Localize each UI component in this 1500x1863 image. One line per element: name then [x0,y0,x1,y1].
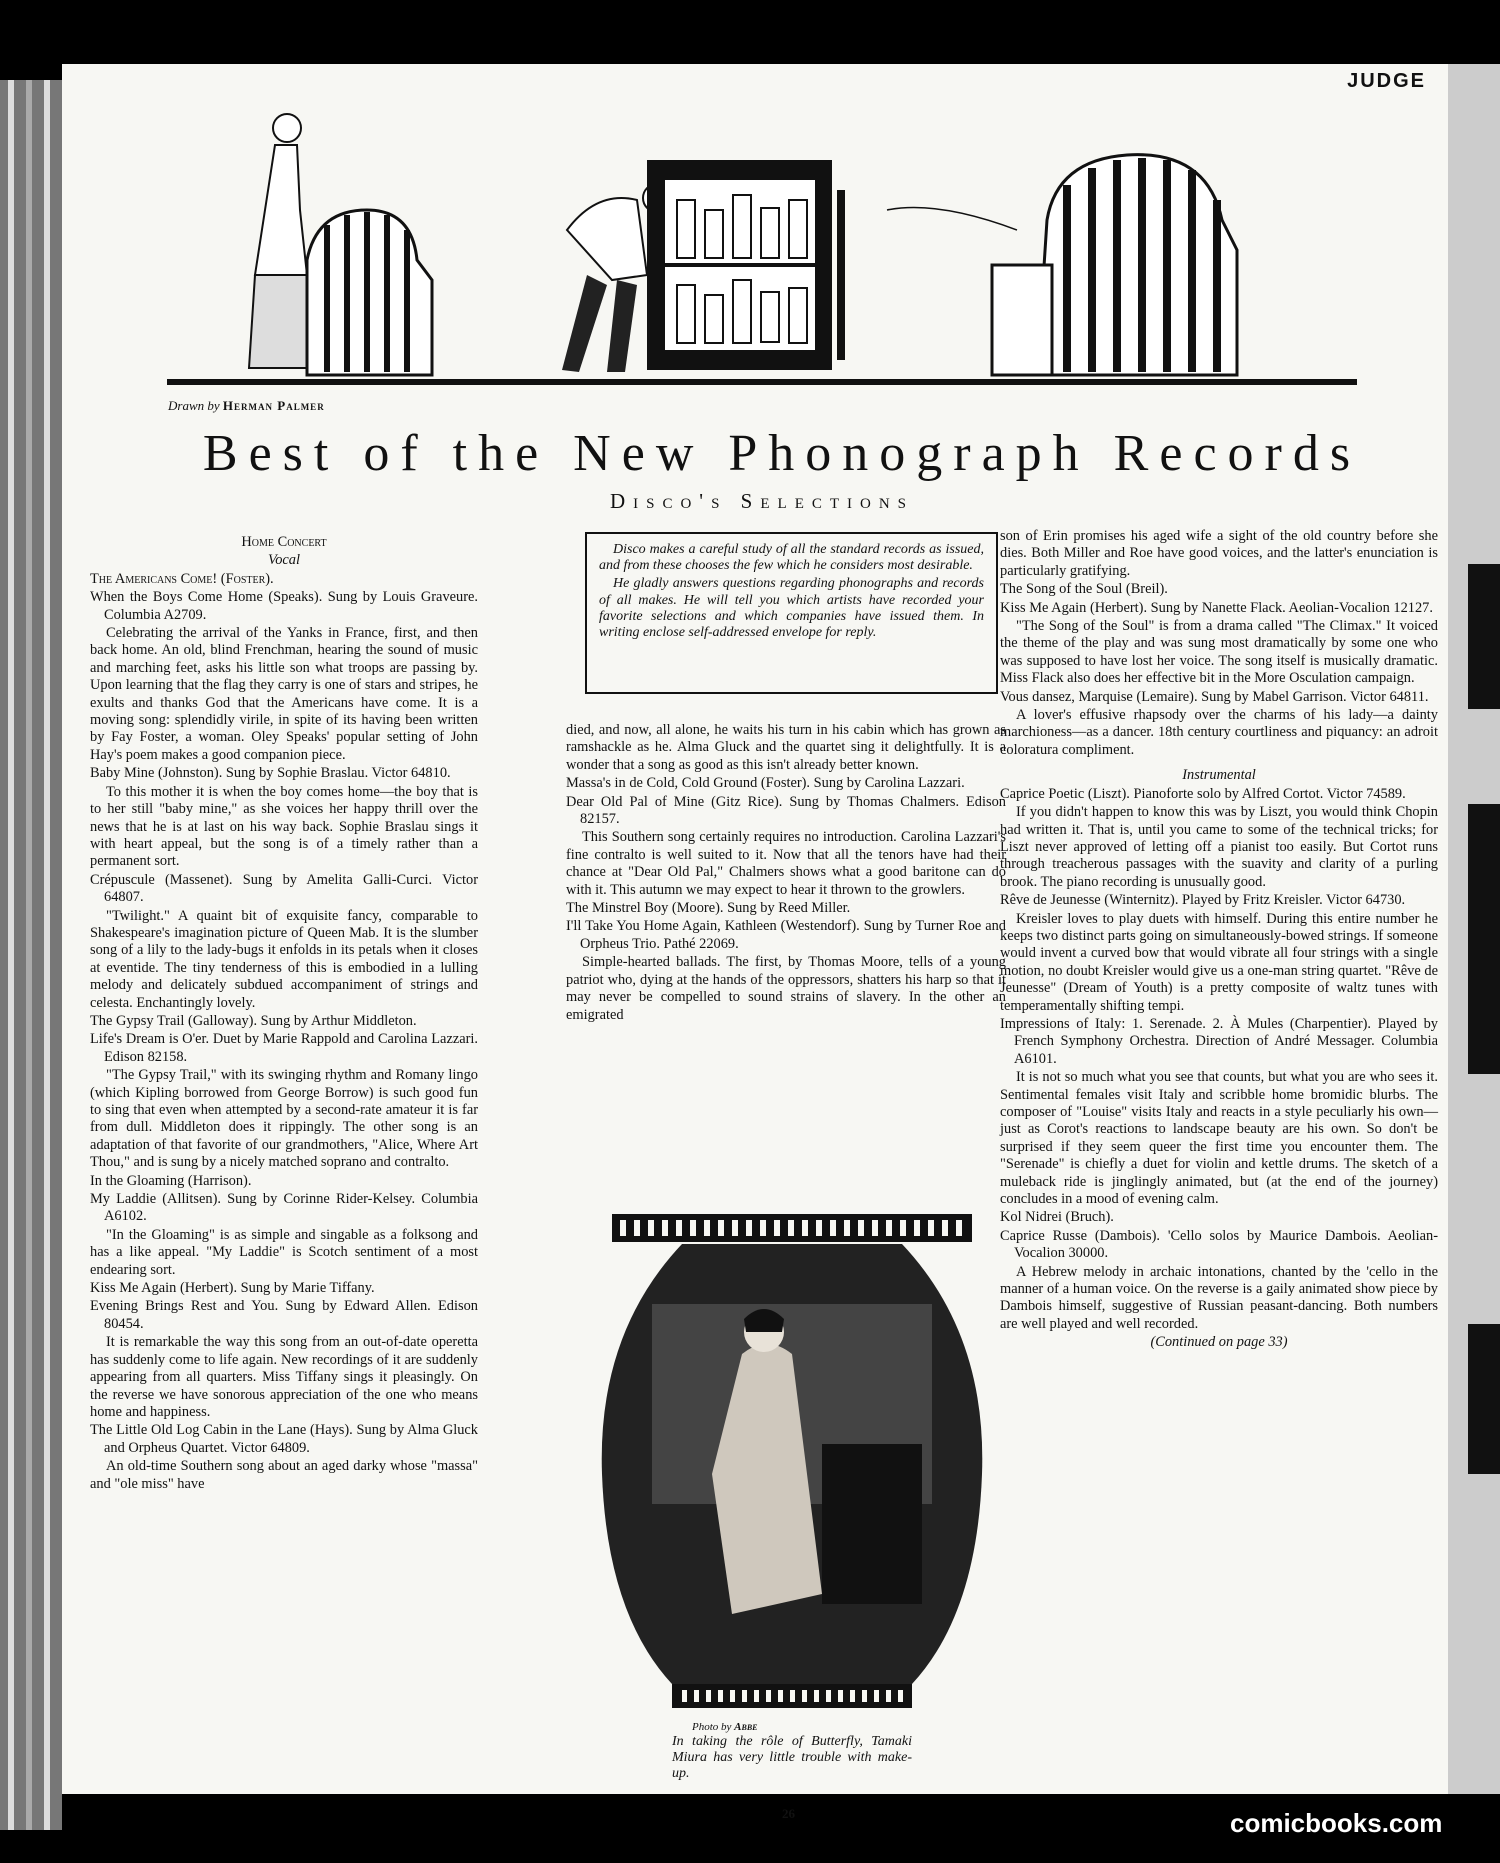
info-box [585,532,998,694]
record-title: Life's Dream is O'er. Duet by Marie Rappold and Carolina Lazzari. Edison 82158. [90,1031,478,1065]
review-text: Celebrating the arrival of the Yanks in France, first, and then back home. An old, blind Frenchman, hearing the sound of music and marching feet, asks his little son what troops are passing by. Upon learning that the flag they carry is one of stars and stripes, he exults and thanks God that the Americans have come. It is a moving song: splendidly virile, in spite of its having been written by Fay Foster, a woman. Oley Speaks' popular setting of John Hay's poem makes a good companion piece. [90,625,478,763]
review-text: It is remarkable the way this song from an out-of-date operetta has suddenly come to life again. New recordings of it are suddenly appearing from all quarters. Miss Tiffany sings it pleasingly. On the reverse we have sonorous appreciation of the one who means home and happiness. [90,1334,478,1420]
review-text: An old-time Southern song about an aged darky whose "massa" and "ole miss" have [90,1458,478,1492]
record-title: I'll Take You Home Again, Kathleen (Westendorf). Sung by Turner Roe and Orpheus Trio. Pathé 22069. [566,918,1006,952]
record-title: In the Gloaming (Harrison). [90,1172,252,1189]
review-text: It is not so much what you see that counts, but what you are who sees it. Sentimental females visit Italy and scribble home bromidic blurbs. The composer of "Louise" visits Italy and reacts in a style peculiarly his own—just as Corot's reactions to landscape beauty are his own. So don't be surprised if they seem queer the first time you encounter them. The "Serenade" is chiefly a duet for violin and kettle drums. The sketch of a muleback ride is jinglingly animated, but (at the end of the journey) concludes in a mood of evening calm. [1000,1069,1438,1208]
left-page-edge [0,80,62,1830]
section-heading: Home Concert [241,534,327,550]
credit-name: Herman Palmer [222,398,325,413]
watermark: comicbooks.com [1230,1808,1443,1838]
continued-note: (Continued on page 33) [1150,1334,1288,1351]
record-title: The Song of the Soul (Breil). [1000,581,1168,598]
subsection-heading: Instrumental [1182,767,1256,784]
review-text: "The Song of the Soul" is from a drama called "The Climax." It voiced the theme of the play and was sung most dramatically by some one who was supposed to have lost her voice. The song itself is musically dramatic. Miss Flack also does her effective bit in the More Osculation campaign. [1000,618,1438,687]
review-text: "The Gypsy Trail," with its swinging rhythm and Romany lingo (which Kipling borrowed from George Borrow) is such good fun to sing that even when attempted by a second-rate amateur it is far from dull. Middleton does it rippingly. The other song is an adaptation of that favorite of our grandmothers, "Alice, Where Art Thou," and is sung by a nicely matched soprano and contralto. [90,1067,478,1171]
photo-credit [692,1721,758,1733]
column-2 [566,722,1006,1025]
review-text: A Hebrew melody in archaic intonations, chanted by the 'cello in the manner of a human voice. On the reverse is a gaily animated show piece by Dambois himself, suggestive of Russian peasant-dancing. Both numbers are well played and well recorded. [1000,1263,1438,1332]
column-1 [90,534,478,1494]
review-text: This Southern song certainly requires no introduction. Carolina Lazzari's fine contralto is well suited to it. Now that all the tenors have had their chance at "Dear Old Pal," Chalmers shows what a good baritone can do with it. This autumn we may expect to hear it thrown to the growlers. [566,829,1006,898]
running-head: JUDGE [1347,70,1426,92]
record-title: The Minstrel Boy (Moore). Sung by Reed Miller. [566,900,851,917]
info-box-text: Disco makes a careful study of all the standard records as issued, and from these chooses the few which he considers most desirable. [599,542,984,574]
record-title: Kol Nidrei (Bruch). [1000,1209,1114,1226]
record-title: Massa's in de Cold, Cold Ground (Foster). Sung by Carolina Lazzari. [566,775,965,792]
photo-credit-name: Abbe [734,1721,758,1733]
header-illustration [167,100,1357,390]
page-title: Best of the New Phonograph Records [202,425,1362,482]
right-page-edge [1448,64,1500,1794]
subsection-heading: Vocal [268,552,300,569]
photo-credit-prefix: Photo by [692,1721,732,1733]
review-text: Kreisler loves to play duets with himself. During this entire number he keeps two distinct parts going on simultaneously-bowed strings. If someone would invent a curved bow that would vibrate all four strings with a single motion, no doubt Kreisler would give us a one-man string quartet. "Rêve de Jeunesse" (Dream of Youth) is a pretty composite of waltz tunes with temperamentally shifting tempi. [1000,910,1438,1014]
review-text: Simple-hearted ballads. The first, by Thomas Moore, tells of a young patriot who, dying at the hands of the oppressors, shatters his harp so that it may never be compelled to sound strains of slavery. In the other an emigrated [566,954,1006,1023]
subtitle: Disco's Selections [609,489,915,513]
magazine-page [62,64,1448,1821]
review-text: "In the Gloaming" is as simple and singable as a folksong and has a like appeal. "My Laddie" is Scotch sentiment of a most endearing sort. [90,1226,478,1278]
review-text: If you didn't happen to know this was by Liszt, you would think Chopin had written it. That is, until you came to some of the technical tricks; for Liszt never approved of letting off a pianist too easily. But Cortot runs through treacherous passages with the suavity and clarity of a purling brook. The piano recording is unusually good. [1000,804,1438,890]
review-text: died, and now, all alone, he waits his turn in his cabin which has grown as ramshackle as he. Alma Gluck and the quartet sing it delightfully. It is a wonder that a song as good as this isn't already better known. [566,722,1006,773]
record-title: The Little Old Log Cabin in the Lane (Hays). Sung by Alma Gluck and Orpheus Quartet. Victor 64809. [90,1422,478,1456]
record-title: The Gypsy Trail (Galloway). Sung by Arthur Middleton. [90,1012,417,1029]
page-number: 26 [782,1806,795,1821]
record-title: When the Boys Come Home (Speaks). Sung by Louis Graveure. Columbia A2709. [90,589,478,623]
record-title: Evening Brings Rest and You. Sung by Edward Allen. Edison 80454. [90,1298,478,1332]
record-title: Baby Mine (Johnston). Sung by Sophie Braslau. Victor 64810. [90,765,451,782]
info-box-text: He gladly answers questions regarding phonographs and records of all makes. He will tell you which artists have recorded your favorite selections and which companies have issued them. In writing enclose self-addressed envelope for reply. [599,576,984,641]
record-title: Caprice Poetic (Liszt). Pianoforte solo by Alfred Cortot. Victor 74589. [1000,785,1406,802]
record-title: Vous dansez, Marquise (Lemaire). Sung by Mabel Garrison. Victor 64811. [1000,688,1429,705]
review-text: "Twilight." A quaint bit of exquisite fancy, comparable to Shakespeare's imagination picture of Queen Mab. It is the slumber song of a lily to the lady-bugs it enfolds in its petals when it closes at eventide. The tiny tenderness of this is embodied in a lulling melody and delicately subdued accompaniment of strings and celesta. Enchantingly lovely. [90,907,478,1011]
record-title: The Americans Come! (Foster). [90,570,274,587]
record-title: Dear Old Pal of Mine (Gitz Rice). Sung by Thomas Chalmers. Edison 82157. [566,793,1006,828]
review-text: son of Erin promises his aged wife a sight of the old country before she dies. Both Miller and Roe have good voices, and the latter's enunciation is particularly gratifying. [1000,528,1438,579]
record-title: Crépuscule (Massenet). Sung by Amelita Galli-Curci. Victor 64807. [90,871,478,906]
record-title: Kiss Me Again (Herbert). Sung by Nanette Flack. Aeolian-Vocalion 12127. [1000,599,1433,616]
record-title: Rêve de Jeunesse (Winternitz). Played by Fritz Kreisler. Victor 64730. [1000,892,1406,909]
record-title: My Laddie (Allitsen). Sung by Corinne Rider-Kelsey. Columbia A6102. [90,1191,478,1225]
record-title: Kiss Me Again (Herbert). Sung by Marie Tiffany. [90,1280,375,1297]
record-title: Impressions of Italy: 1. Serenade. 2. À Mules (Charpentier). Played by French Symphony Orchestra. Direction of André Messager. Columbia A6101. [1000,1015,1438,1067]
column-3 [1000,528,1438,1353]
review-text: To this mother it is when the boy comes home—the boy that is to her still "baby mine," as she voices her happy thrill over the news that he is at last on his way back. Sophie Braslau sings it with heart appeal, but the song is of a timely rather than a permanent sort. [90,783,478,870]
credit-prefix: Drawn by [168,398,220,413]
review-text: A lover's effusive rhapsody over the charms of his lady—a dainty marchioness—as a dancer. 18th century courtliness and piquancy: an adroit coloratura compliment. [1000,707,1438,758]
vase-framed-photo [592,1214,992,1714]
illustration-credit [168,398,325,414]
record-title: Caprice Russe (Dambois). 'Cello solos by Maurice Dambois. Aeolian-Vocalion 30000. [1000,1227,1438,1262]
photo-caption: In taking the rôle of Butterfly, Tamaki Miura has very little trouble with make-up. [672,1734,912,1781]
